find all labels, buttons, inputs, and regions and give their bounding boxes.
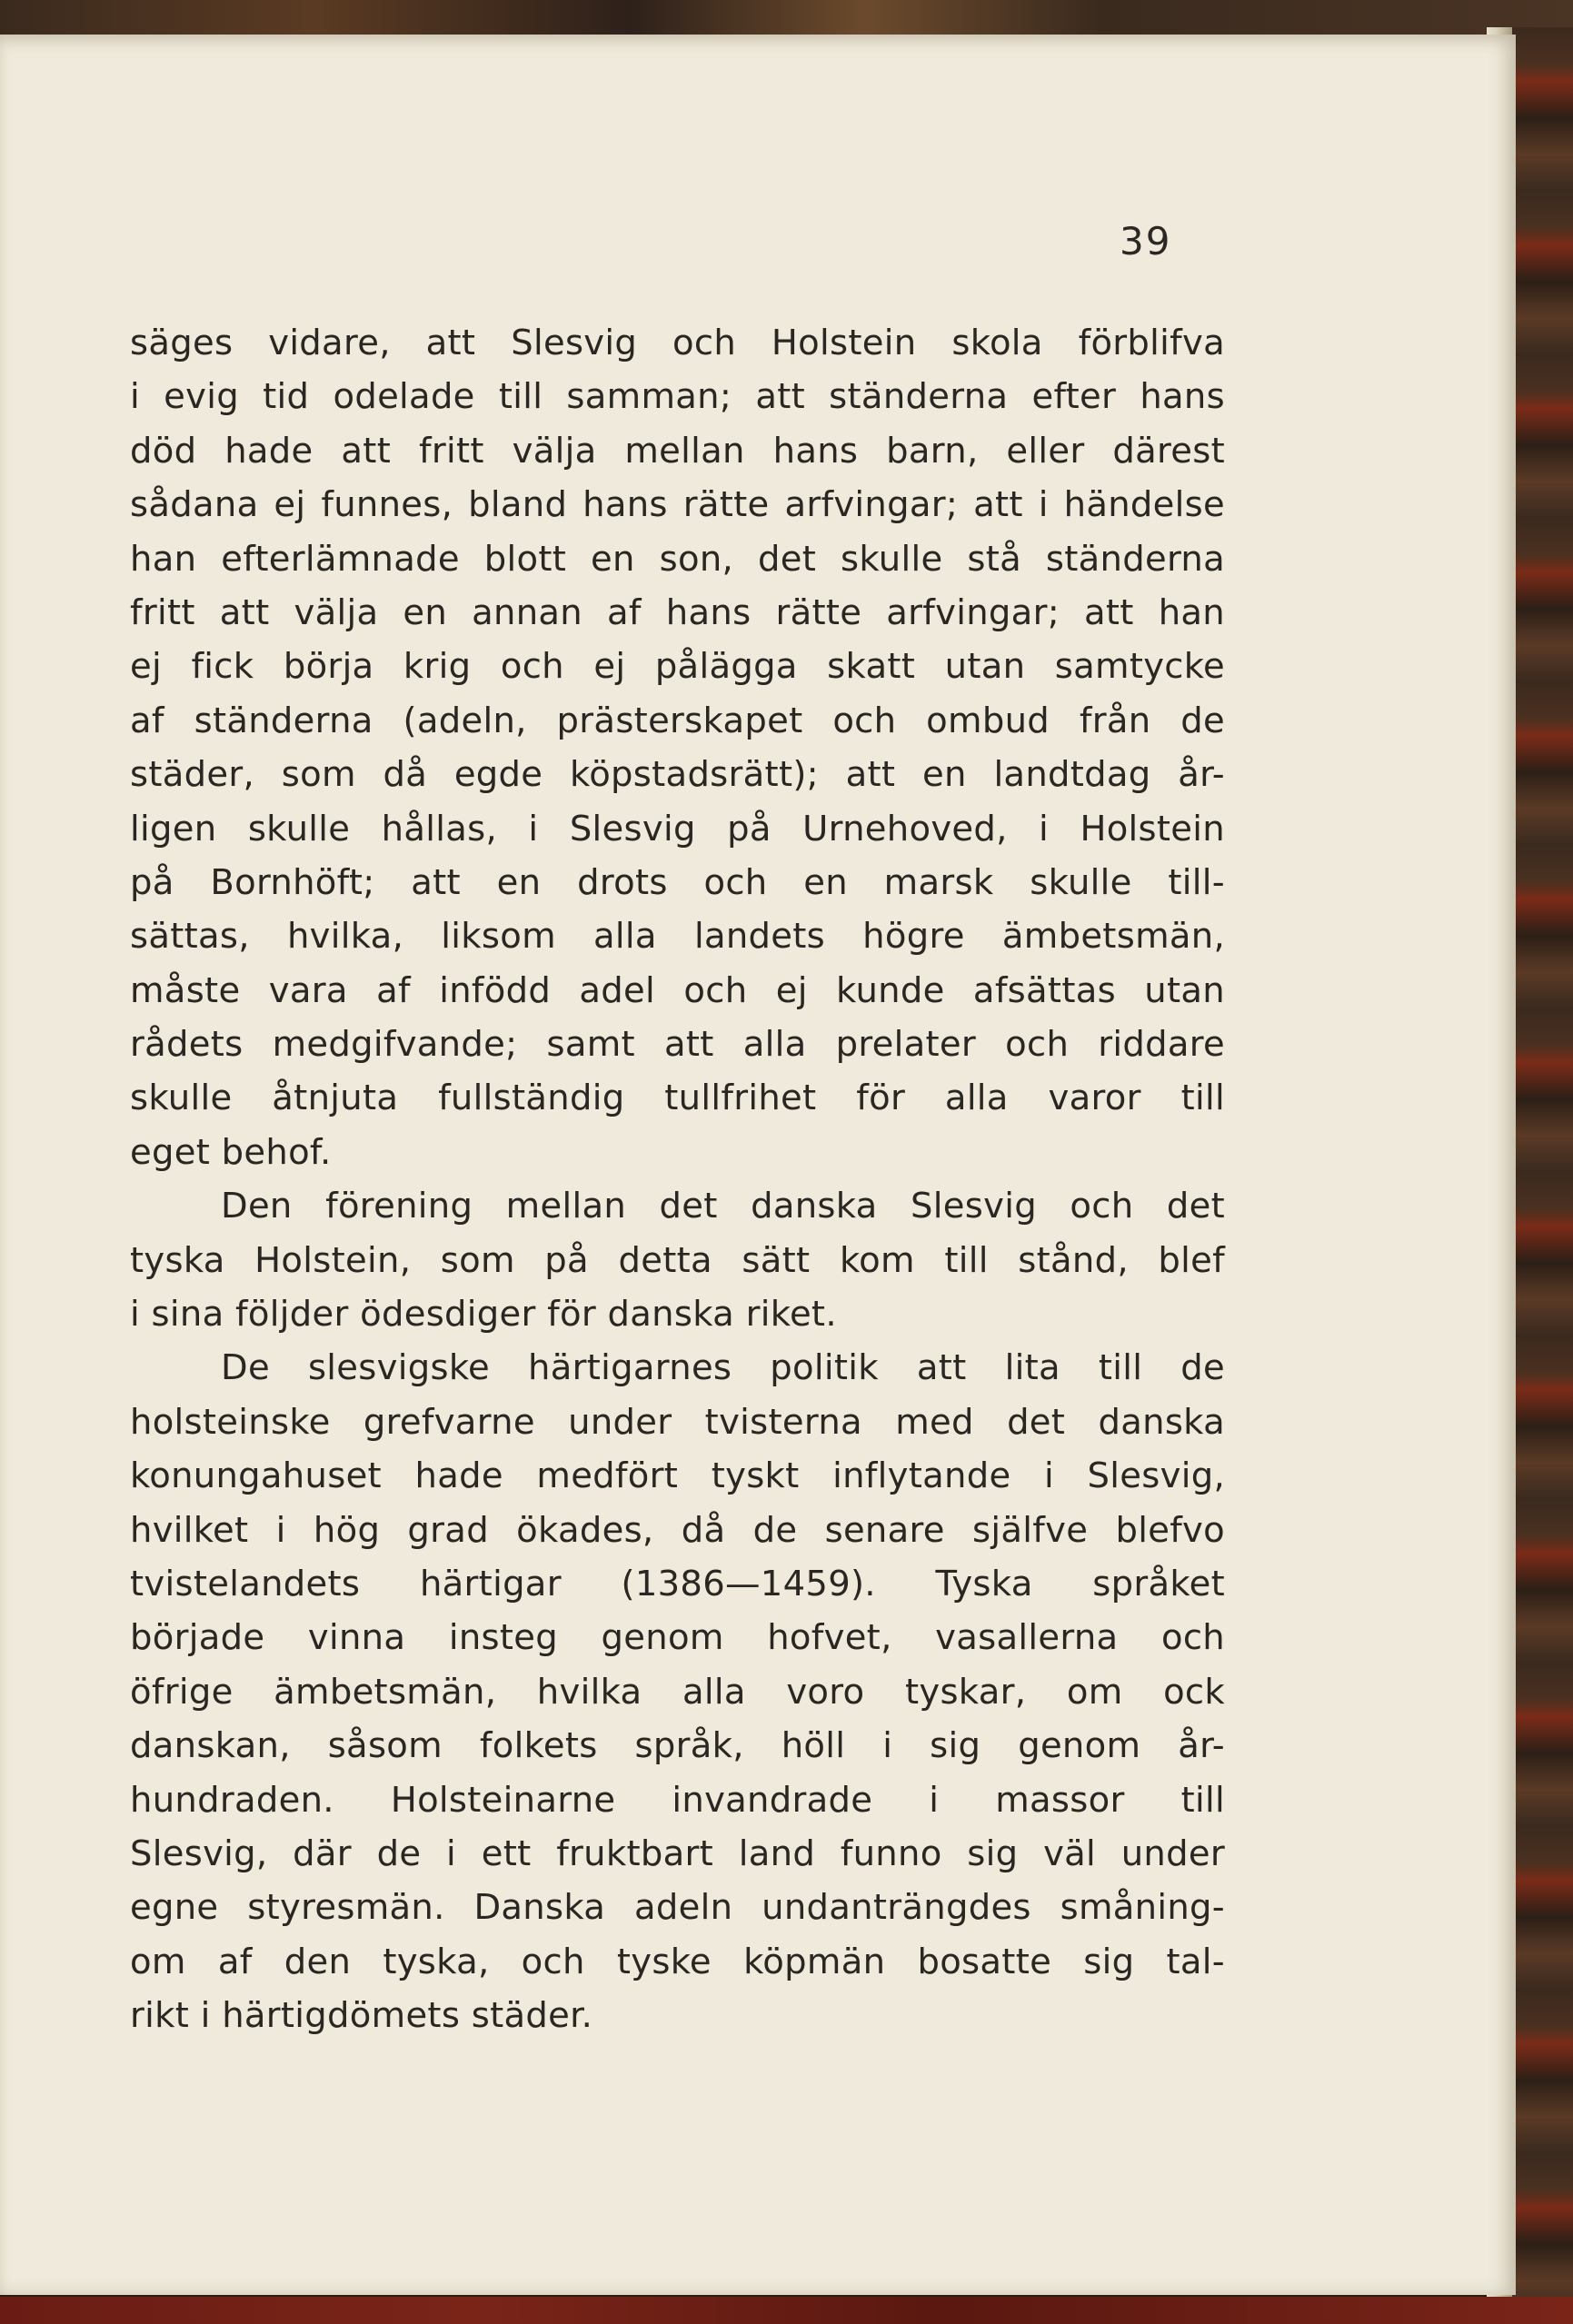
page-paper (0, 35, 1516, 2295)
top-binding-edge (0, 0, 1573, 36)
text-line: sådana ej funnes, bland hans rätte arfvingar; att i händelse (130, 484, 1225, 526)
text-line: måste vara af infödd adel och ej kunde afsättas utan (130, 969, 1225, 1011)
text-line: De slesvigske härtigarnes politik att lita till de (221, 1347, 1225, 1389)
text-line: holsteinske grefvarne under tvisterna med det danska (130, 1401, 1225, 1443)
text-line: tvistelandets härtigar (1386—1459). Tyska språket (130, 1563, 1225, 1604)
text-line: rikt i härtigdömets städer. (130, 1995, 593, 2037)
text-line: skulle åtnjuta fullständig tullfrihet för alla varor till (130, 1078, 1225, 1119)
text-line: i evig tid odelade till samman; att ständerna efter hans (130, 376, 1225, 418)
text-line: i sina följder ödesdiger för danska riket. (130, 1294, 837, 1336)
text-line: öfrige ämbetsmän, hvilka alla voro tyskar, om ock (130, 1671, 1225, 1713)
text-line: sättas, hvilka, liksom alla landets högre ämbetsmän, (130, 916, 1225, 958)
bottom-binding-edge (0, 2297, 1573, 2324)
text-line: af ständerna (adeln, prästerskapet och ombud från de (130, 700, 1225, 741)
text-line: på Bornhöft; att en drots och en marsk skulle till- (130, 861, 1225, 903)
text-line: om af den tyska, och tyske köpmän bosatte sig tal- (130, 1941, 1225, 1982)
text-line: danskan, såsom folkets språk, höll i sig genom år- (130, 1725, 1225, 1767)
text-line: död hade att fritt välja mellan hans barn, eller därest (130, 430, 1225, 472)
text-line: han efterlämnade blott en son, det skulle stå ständerna (130, 538, 1225, 580)
text-line: Den förening mellan det danska Slesvig och det (221, 1186, 1225, 1227)
text-line: egne styresmän. Danska adeln undanträngdes småning- (130, 1887, 1225, 1929)
text-line: eget behof. (130, 1131, 332, 1173)
text-line: ej fick börja krig och ej pålägga skatt utan samtycke (130, 646, 1225, 688)
text-line: säges vidare, att Slesvig och Holstein skola förblifva (130, 323, 1225, 363)
body-text (130, 316, 1225, 2043)
page-number: 39 (1120, 219, 1172, 263)
text-line: hundraden. Holsteinarne invandrade i massor till (130, 1779, 1225, 1821)
text-line: rådets medgifvande; samt att alla prelater och riddare (130, 1024, 1225, 1066)
text-line: tyska Holstein, som på detta sätt kom till stånd, blef (130, 1239, 1225, 1281)
text-line: städer, som då egde köpstadsrätt); att en landtdag år- (130, 754, 1225, 796)
text-line: hvilket i hög grad ökades, då de senare själfve blefvo (130, 1509, 1225, 1551)
text-line: fritt att välja en annan af hans rätte arfvingar; att han (130, 591, 1225, 633)
text-line: började vinna insteg genom hofvet, vasallerna och (130, 1617, 1225, 1659)
text-line: konungahuset hade medfört tyskt inflytande i Slesvig, (130, 1455, 1225, 1497)
text-line: ligen skulle hållas, i Slesvig på Urnehoved, i Holstein (130, 808, 1225, 849)
text-line: Slesvig, där de i ett fruktbart land funno sig väl under (130, 1832, 1225, 1874)
